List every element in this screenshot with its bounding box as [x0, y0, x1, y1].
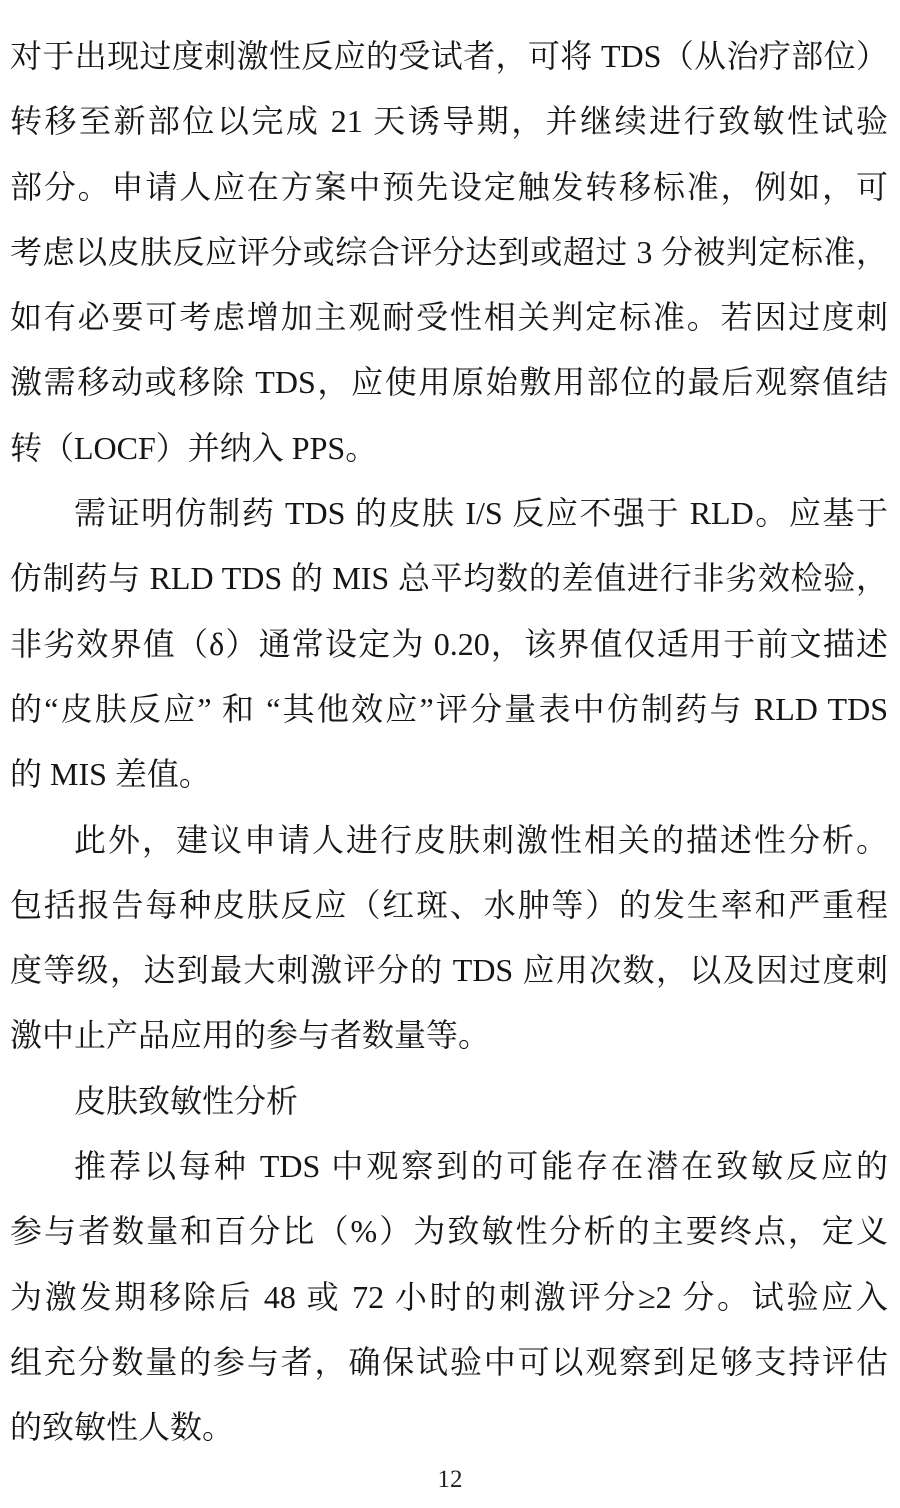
- text-line: 仿制药与 RLD TDS 的 MIS 总平均数的差值进行非劣效检验，: [10, 560, 888, 597]
- text-line: 为激发期移除后 48 或 72 小时的刺激评分≥2 分。试验应入: [10, 1278, 888, 1315]
- text-line: 组充分数量的参与者，确保试验中可以观察到足够支持评估: [10, 1343, 888, 1380]
- paragraph-last-line: 的 MIS 差值。: [10, 756, 211, 793]
- paragraph-first-line: 此外，建议申请人进行皮肤刺激性相关的描述性分析。: [74, 821, 888, 858]
- text-line: 度等级，达到最大刺激评分的 TDS 应用次数，以及因过度刺: [10, 952, 888, 989]
- text-line: 部分。申请人应在方案中预先设定触发转移标准，例如，可: [10, 168, 888, 205]
- text-line: 转移至新部位以完成 21 天诱导期，并继续进行致敏性试验: [10, 103, 888, 140]
- text-line: 对于出现过度刺激性反应的受试者，可将 TDS（从治疗部位）: [10, 38, 888, 74]
- text-line: 包括报告每种皮肤反应（红斑、水肿等）的发生率和严重程: [10, 886, 888, 923]
- text-line: 考虑以皮肤反应评分或综合评分达到或超过 3 分被判定标准，: [10, 233, 888, 270]
- section-heading: 皮肤致敏性分析: [74, 1082, 299, 1119]
- paragraph-first-line: 需证明仿制药 TDS 的皮肤 I/S 反应不强于 RLD。应基于: [74, 495, 888, 532]
- page-body: [10, 24, 888, 1461]
- text-line: 参与者数量和百分比（%）为致敏性分析的主要终点，定义: [10, 1213, 888, 1250]
- text-line: 如有必要可考虑增加主观耐受性相关判定标准。若因过度刺: [10, 299, 888, 336]
- paragraph-first-line: 推荐以每种 TDS 中观察到的可能存在潜在致敏反应的: [74, 1148, 888, 1185]
- paragraph-last-line: 的致敏性人数。: [10, 1409, 235, 1446]
- paragraph-last-line: 转（LOCF）并纳入 PPS。: [10, 429, 378, 466]
- text-line: 非劣效界值（δ）通常设定为 0.20，该界值仅适用于前文描述: [10, 625, 888, 662]
- text-line: 的“皮肤反应” 和 “其他效应”评分量表中仿制药与 RLD TDS: [10, 690, 888, 727]
- page-number: 12: [437, 1466, 463, 1493]
- text-line: 激需移动或移除 TDS，应使用原始敷用部位的最后观察值结: [10, 364, 888, 401]
- paragraph-last-line: 激中止产品应用的参与者数量等。: [10, 1017, 491, 1054]
